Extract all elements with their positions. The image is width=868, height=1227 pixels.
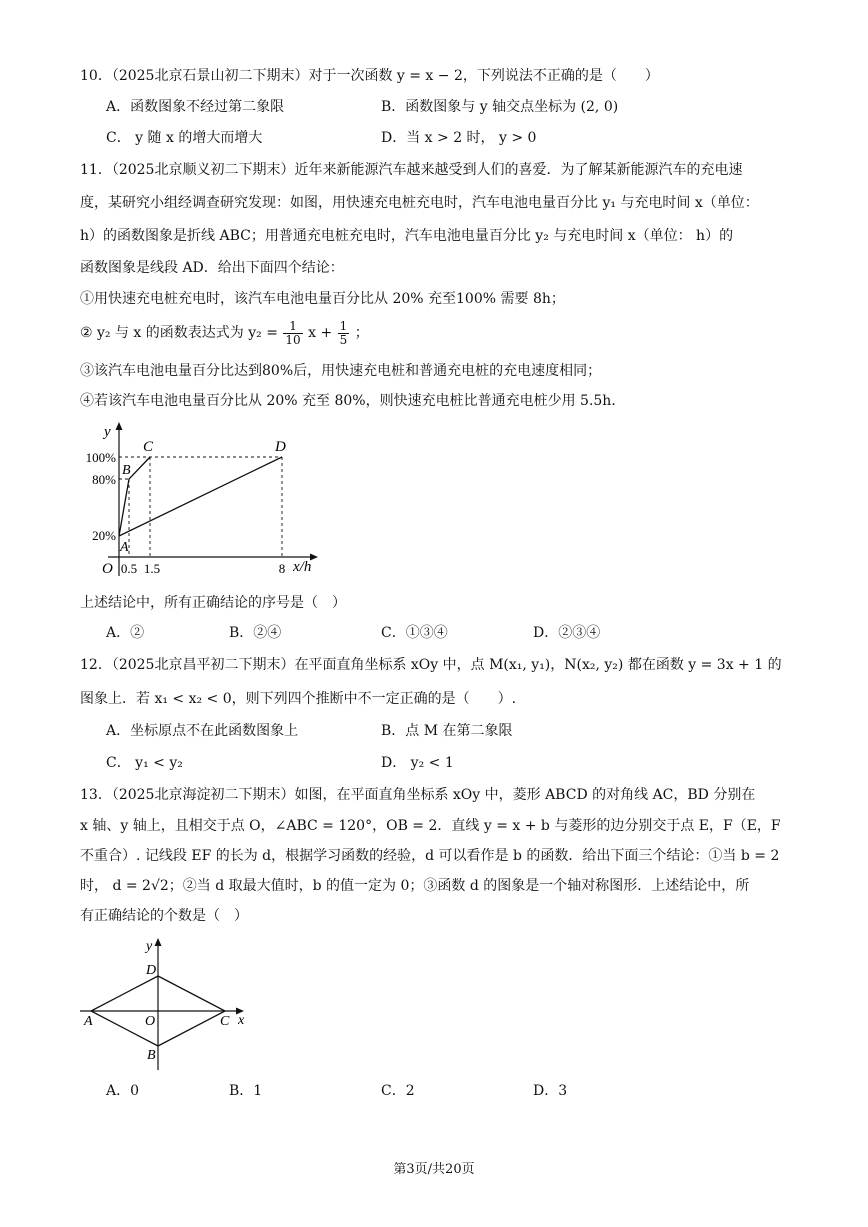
q11-conclusion-3: ③该汽车电池电量百分比达到80%后，用快速充电桩和普通充电桩的充电速度相同；: [80, 363, 602, 379]
q13-graph-point-c: C: [220, 1014, 230, 1029]
q11-conclusion-2: [80, 318, 369, 348]
q11-line-2: 度，某研究小组经调查研究发现：如图，用快速充电桩充电时，汽车电池电量百分比 y₁ 与充电时间 x（单位：: [80, 195, 759, 211]
q13-line-1: 13．（2025北京海淀初二下期末）如图，在平面直角坐标系 xOy 中，菱形 ABCD 的对角线 AC，BD 分别在: [80, 787, 756, 803]
q13-graph-x-axis: x: [238, 1013, 245, 1028]
q11-graph-point-d: D: [275, 439, 286, 455]
q11-c2-f1-num: 1: [283, 320, 302, 334]
q11-graph-y-axis: y: [104, 424, 111, 440]
q11-line-1: 11．（2025北京顺义初二下期末）近年来新能源汽车越来越受到人们的喜爱．为了解某新能源汽车的充电速: [80, 162, 743, 178]
q13-option-a[interactable]: A．0: [106, 1083, 140, 1099]
q12-option-a[interactable]: A．坐标原点不在此函数图象上: [106, 723, 299, 739]
q11-option-c[interactable]: C．①③④: [381, 625, 448, 641]
q13-line-3: 不重合）. 记线段 EF 的长为 d，根据学习函数的经验，d 可以看作是 b 的函数．给出下面三个结论：①当 b = 2: [80, 848, 780, 864]
q13-option-c[interactable]: C．2: [381, 1083, 415, 1099]
q10-option-d[interactable]: D．当 x > 2 时， y > 0: [381, 130, 537, 146]
q12-option-c[interactable]: C． y₁ < y₂: [106, 755, 183, 771]
q11-conclusion-1: ①用快速充电桩充电时，该汽车电池电量百分比从 20% 充至100% 需要 8h；: [80, 291, 565, 307]
q10-option-a[interactable]: A．函数图象不经过第二象限: [106, 99, 285, 115]
q13-line-2: x 轴、y 轴上，且相交于点 O，∠ABC = 120°，OB = 2．直线 y = x + b 与菱形的边分别交于点 E，F（E，F: [80, 818, 781, 834]
q11-c2-prefix: ② y₂ 与 x 的函数表达式为 y₂ =: [80, 325, 278, 341]
q13-option-d[interactable]: D．3: [533, 1083, 568, 1099]
q11-c2-f2-num: 1: [339, 318, 348, 333]
q11-c2-end: ；: [354, 325, 369, 341]
q13-graph-point-o: O: [145, 1014, 156, 1029]
q11-option-d[interactable]: D．②③④: [533, 625, 601, 641]
q11-question: 上述结论中，所有正确结论的序号是（ ）: [80, 595, 346, 611]
q11-c2-fraction-2: [338, 320, 350, 347]
q11-line-4: 函数图象是线段 AD．给出下面四个结论：: [80, 260, 344, 276]
q11-c2-f2-den: 5: [339, 332, 348, 347]
q11-graph-ytick-80: 80%: [92, 472, 116, 487]
q13-graph-point-d: D: [146, 963, 157, 978]
q11-graph-point-b: B: [122, 463, 131, 478]
q11-graph-point-a: A: [120, 540, 129, 555]
page-footer: 第3页/共20页: [393, 1162, 475, 1177]
q11-line-3: h）的函数图象是折线 ABC；用普通充电桩充电时，汽车电池电量百分比 y₂ 与充电时间 x（单位： h）的: [80, 228, 734, 244]
q11-graph-xtick-05: 0.5: [120, 561, 138, 576]
q12-option-d[interactable]: D． y₂ < 1: [381, 755, 454, 771]
q13-graph-point-a: A: [84, 1014, 93, 1029]
q11-graph-point-c: C: [143, 439, 154, 455]
q11-graph-ytick-100: 100%: [85, 450, 116, 465]
q10-option-c[interactable]: C． y 随 x 的增大而增大: [106, 130, 263, 146]
q11-graph-ytick-20: 20%: [92, 528, 116, 543]
q11-c2-mid: x +: [308, 325, 333, 341]
q11-graph-xtick-15: 1.5: [143, 561, 161, 576]
q11-conclusion-4: ④若该汽车电池电量百分比从 20% 充至 80%，则快速充电桩比普通充电桩少用 5.5h．: [80, 393, 626, 409]
q10-option-b[interactable]: B．函数图象与 y 轴交点坐标为 (2, 0): [381, 99, 619, 115]
q12-line-2: 图象上．若 x₁ < x₂ < 0，则下列四个推断中不一定正确的是（ ）.: [80, 691, 517, 707]
q10-stem: 10．（2025北京石景山初二下期末）对于一次函数 y = x − 2，下列说法不正确的是（ ）: [80, 68, 659, 84]
q13-line-5: 有正确结论的个数是（ ）: [80, 908, 248, 924]
q11-graph: [78, 418, 328, 586]
q12-option-b[interactable]: B．点 M 在第二象限: [381, 723, 513, 739]
q11-c2-f1-den: 10: [285, 332, 301, 347]
q13-graph: [78, 934, 258, 1074]
q13-graph-point-b: B: [147, 1048, 156, 1063]
q11-graph-origin: O: [102, 561, 113, 577]
q13-graph-y-axis: y: [146, 939, 153, 954]
q11-option-a[interactable]: A．②: [106, 625, 145, 641]
q12-line-1: 12．（2025北京昌平初二下期末）在平面直角坐标系 xOy 中，点 M(x₁, y₁)，N(x₂, y₂) 都在函数 y = 3x + 1 的: [80, 657, 782, 673]
q11-graph-x-axis: x/h: [293, 559, 312, 575]
q13-line-4: 时， d = 2√2；②当 d 取最大值时，b 的值一定为 0；③函数 d 的图象是一个轴对称图形．上述结论中，所: [80, 878, 750, 894]
q13-option-b[interactable]: B．1: [229, 1083, 263, 1099]
q11-option-b[interactable]: B．②④: [229, 625, 282, 641]
q11-c2-fraction-1: [283, 320, 302, 347]
q11-graph-xtick-8: 8: [278, 561, 286, 576]
